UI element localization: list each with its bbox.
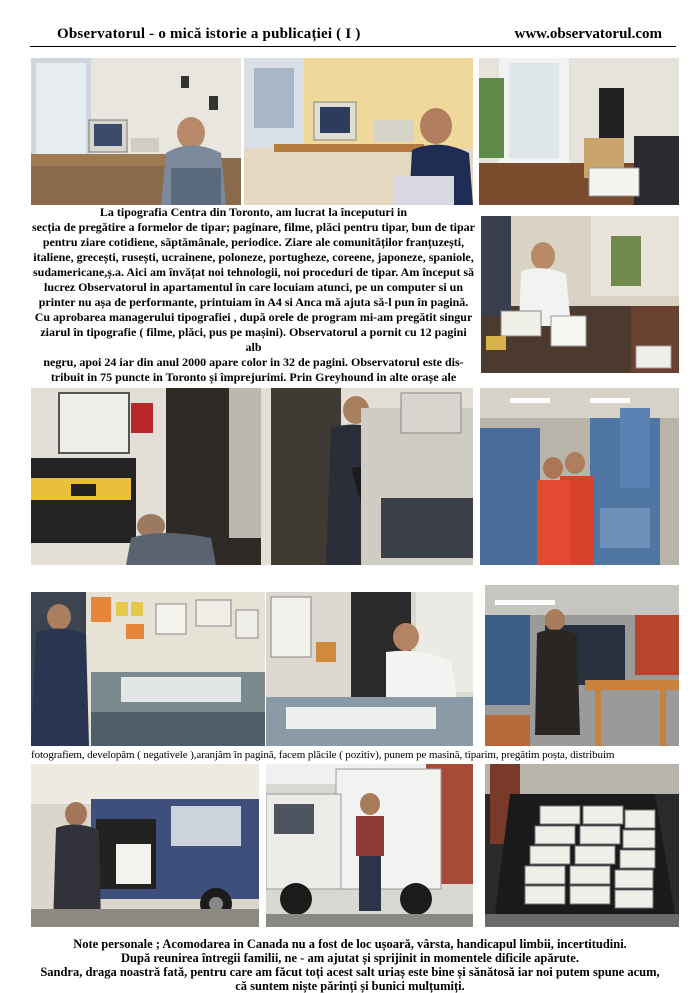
photo-light-table-worker — [31, 592, 265, 746]
photo-apartment-room — [479, 58, 679, 205]
page-title: Observatorul - o mică istorie a publicației ( I ) — [57, 26, 361, 42]
caption-line: negru, apoi 24 iar din anul 2000 apare color in 32 de pagini. Observatorul este dis- — [43, 355, 464, 369]
caption-line: sudamericane,ș.a. Aici am învățat noi tehnologii, noi proceduri de tipar. Am început să — [32, 265, 475, 279]
caption-line: pentru ziare cotidiene, săptămânale, periodice. Ziare ale comunităților franțuzești, — [42, 235, 465, 249]
photo-man-at-home-computer — [481, 216, 679, 373]
photo-platemaker-closeup — [266, 592, 473, 746]
photo-van-delivery — [31, 764, 259, 927]
notes-line: După reunirea întregii familii, ne - am ajutat și sprijinit in momentele dificile apărute. — [121, 951, 579, 965]
caption-line: secția de pregătire a formelor de tipar; paginare, filme, plăci pentru tipar, bun de tipar — [32, 220, 475, 234]
caption-line: printer nu așa de performante, printuiam în A4 si Anca mă ajuta să-l pun în pagină. — [38, 295, 469, 309]
process-caption: fotografiem, developăm ( negativele ),aranjăm în pagină, facem plăcile ( pozitiv), punem pe masină, tiparim, pregătim poșta, distribuim — [31, 749, 615, 761]
photo-print-shop-platemaker — [31, 388, 473, 565]
photo-delivery-truck — [266, 764, 473, 927]
page-header — [0, 0, 700, 52]
notes-line: Note personale ; Acomodarea in Canada nu a fost de loc ușoară, vârsta, handicapul limbii, incertitudini. — [73, 937, 627, 951]
notes-line: că suntem niște părinți și bunici mulțumiți. — [235, 979, 465, 993]
photo-home-office-desk — [31, 58, 241, 205]
website-url[interactable]: www.observatorul.com — [514, 26, 662, 42]
caption-line: lucrez Observatorul in apartamentul în care locuiam atunci, pe un computer si un — [44, 280, 463, 294]
header-rule — [30, 46, 676, 47]
history-caption — [31, 205, 476, 400]
photo-car-trunk-newspapers — [485, 764, 679, 927]
caption-line: Cu aprobarea managerului tipografiei , după orele de program mi-am pregătit singur — [34, 310, 473, 324]
caption-line: italiene, grecești, rusești, ucrainene, poloneze, portugheze, coreene, japoneze, spaniole, — [33, 250, 474, 264]
photo-press-operator — [485, 585, 679, 746]
notes-line: Sandra, draga noastră fată, pentru care am făcut toți acest salt uriaș este bine și sănătosă iar noi putem spune acum, — [40, 965, 660, 979]
photo-office-desk-man — [244, 58, 473, 205]
caption-line: ziarul în tipografie ( filme, plăci, pus pe mașini). Observatorul a pornit cu 12 pagini alb — [40, 325, 467, 354]
caption-line: tribuit in 75 puncte in Toronto și împrejurimi. Prin Greyhound in alte orașe ale — [50, 370, 457, 384]
caption-line: La tipografia Centra din Toronto, am lucrat la începuturi in — [99, 205, 408, 219]
personal-notes — [0, 937, 700, 993]
photo-printing-press-workers — [480, 388, 679, 565]
